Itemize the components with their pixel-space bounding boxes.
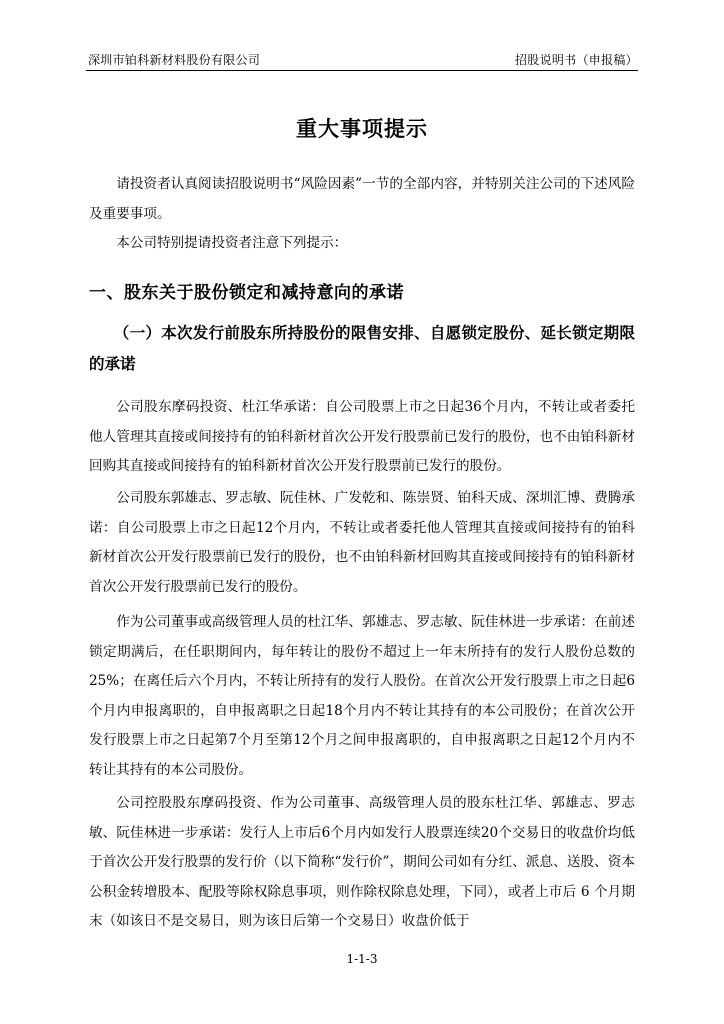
header-company-name: 深圳市铂科新材料股份有限公司 [88,53,261,67]
subsection-heading: （一）本次发行前股东所持股份的限售安排、自愿锁定股份、延长锁定期限的承诺 [89,324,635,373]
body-paragraph-3: 作为公司董事或高级管理人员的杜江华、郭雄志、罗志敏、阮佳林进一步承诺：在前述锁定期满后，在任职期间内，每年转让的股份不超过上一年末所持有的发行人股份总数的 25%；在离任后六个月内，不转让所持有的发行人股份。在首次公开发行股票上市之日起6个月内申报离职的，自申报离职之日起18个月内不转让其持有的本公司股份；在首次公开发行股票上市之日起第7个月至第12个月之间申报离职的，自申报离职之日起12个月内不转让其持有的本公司股份。 [89,614,635,778]
page-title: 重大事项提示 [296,117,428,141]
header-divider [86,70,638,71]
page-number: 1-1-3 [346,952,378,966]
intro-notice: 本公司特别提请投资者注意下列提示： [116,235,348,251]
body-paragraph-4: 公司控股股东摩码投资、作为公司董事、高级管理人员的股东杜江华、郭雄志、罗志敏、阮佳林进一步承诺：发行人上市后6个月内如发行人股票连续20个交易日的收盘价均低于首次公开发行股票的发行价（以下简称“发行价”，期间公司如有分红、派息、送股、资本公积金转增股本、配股等除权除息事项，则作除权除息处理，下同），或者上市后 6 个月期末（如该日不是交易日，则为该日后第一个交易日）收盘价低于 [89,795,635,929]
body-paragraph-1: 公司股东摩码投资、杜江华承诺：自公司股票上市之日起36个月内，不转让或者委托他人管理其直接或间接持有的铂科新材首次公开发行股票前已发行的股份，也不由铂科新材回购其直接或间接持有的铂科新材首次公开发行股票前已发行的股份。 [89,399,635,474]
body-paragraph-2: 公司股东郭雄志、罗志敏、阮佳林、广发乾和、陈崇贤、铂科天成、深圳汇博、费腾承诺：自公司股票上市之日起12个月内，不转让或者委托他人管理其直接或间接持有的铂科新材首次公开发行股票前已发行的股份，也不由铂科新材回购其直接或间接持有的铂科新材首次公开发行股票前已发行的股份。 [89,490,635,595]
header-document-type: 招股说明书（申报稿） [514,53,638,67]
intro-paragraph: 请投资者认真阅读招股说明书“风险因素”一节的全部内容，并特别关注公司的下述风险及重要事项。 [89,176,635,222]
section-heading: 一、股东关于股份锁定和减持意向的承诺 [89,283,404,303]
